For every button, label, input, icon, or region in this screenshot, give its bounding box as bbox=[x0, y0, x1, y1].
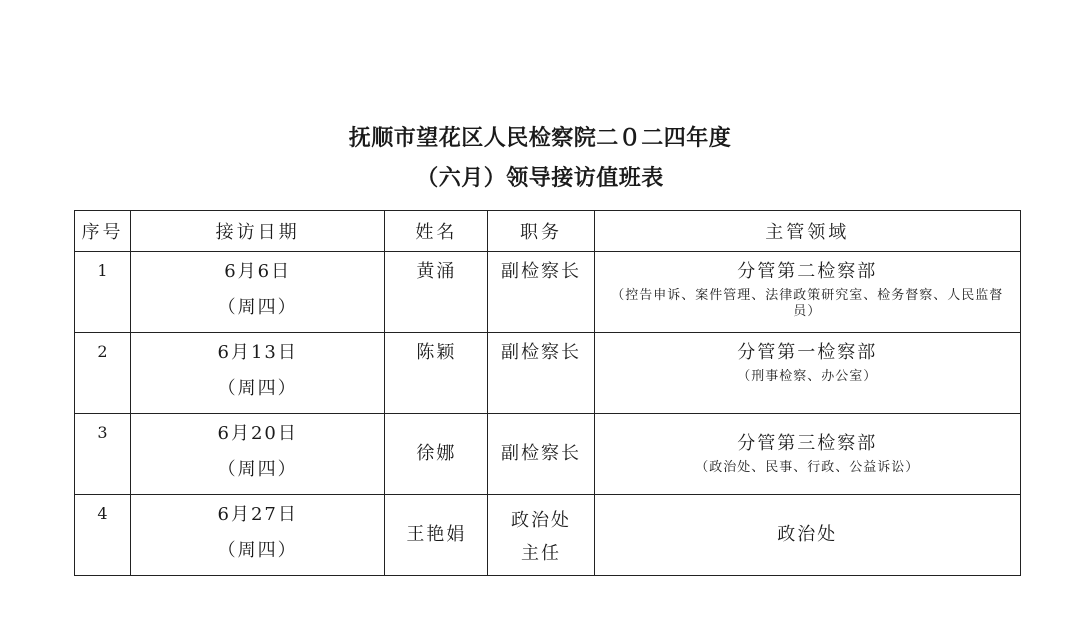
row-index: 2 bbox=[97, 342, 108, 361]
row-name: 王艳娟 bbox=[406, 524, 467, 545]
row-area-cell bbox=[594, 495, 1020, 576]
document-subtitle: （六月）领导接访值班表 bbox=[416, 166, 664, 191]
row-date: 6月20日 bbox=[217, 423, 298, 444]
row-weekday: （周四） bbox=[217, 378, 298, 399]
row-weekday: （周四） bbox=[217, 459, 298, 480]
row-position-line2: 主任 bbox=[520, 543, 561, 564]
row-date-cell bbox=[131, 414, 385, 495]
row-name-cell bbox=[385, 252, 488, 333]
row-area: 分管第三检察部 bbox=[737, 433, 878, 454]
row-date-cell bbox=[131, 252, 385, 333]
row-index: 1 bbox=[97, 261, 108, 280]
row-position: 副检察长 bbox=[500, 443, 581, 464]
row-index-cell bbox=[75, 333, 131, 414]
table-row bbox=[75, 252, 1021, 333]
duty-schedule-table bbox=[74, 210, 1021, 576]
row-position-cell bbox=[488, 414, 594, 495]
row-area-cell bbox=[594, 333, 1020, 414]
table-row bbox=[75, 333, 1021, 414]
table-row bbox=[75, 414, 1021, 495]
row-position-cell bbox=[488, 252, 594, 333]
row-area-cell bbox=[594, 414, 1020, 495]
row-position: 副检察长 bbox=[500, 342, 581, 363]
row-position-line1: 政治处 bbox=[510, 510, 571, 531]
row-date: 6月13日 bbox=[217, 342, 298, 363]
row-weekday: （周四） bbox=[217, 297, 298, 318]
row-index-cell bbox=[75, 495, 131, 576]
row-name-cell bbox=[385, 333, 488, 414]
row-date-cell bbox=[131, 333, 385, 414]
table-row bbox=[75, 495, 1021, 576]
row-index: 3 bbox=[97, 423, 108, 442]
row-position-cell bbox=[488, 333, 594, 414]
header-name: 姓名 bbox=[385, 211, 488, 252]
row-name: 徐娜 bbox=[416, 443, 457, 464]
row-position-cell bbox=[488, 495, 594, 576]
row-date: 6月27日 bbox=[217, 504, 298, 525]
document-title: 抚顺市望花区人民检察院二０二四年度 bbox=[348, 126, 732, 151]
row-name-cell bbox=[385, 414, 488, 495]
row-position: 副检察长 bbox=[500, 261, 581, 282]
row-area-detail: （控告申诉、案件管理、法律政策研究室、检务督察、人民监督员） bbox=[611, 288, 1004, 319]
header-area: 主管领域 bbox=[594, 211, 1020, 252]
row-area-cell bbox=[594, 252, 1020, 333]
row-index-cell bbox=[75, 414, 131, 495]
table-header-row bbox=[75, 211, 1021, 252]
row-area: 分管第二检察部 bbox=[737, 261, 878, 282]
row-name: 黄涌 bbox=[416, 261, 457, 282]
row-area-detail: （政治处、民事、行政、公益诉讼） bbox=[695, 460, 920, 475]
row-area: 分管第一检察部 bbox=[737, 342, 878, 363]
row-name: 陈颖 bbox=[416, 342, 457, 363]
header-index: 序号 bbox=[75, 211, 131, 252]
row-name-cell bbox=[385, 495, 488, 576]
row-date-cell bbox=[131, 495, 385, 576]
row-date: 6月6日 bbox=[224, 261, 292, 282]
row-area-detail: （刑事检察、办公室） bbox=[737, 369, 878, 384]
row-index-cell bbox=[75, 252, 131, 333]
row-index: 4 bbox=[97, 504, 108, 523]
row-weekday: （周四） bbox=[217, 540, 298, 561]
row-area: 政治处 bbox=[777, 524, 838, 545]
header-position: 职务 bbox=[488, 211, 594, 252]
header-date: 接访日期 bbox=[131, 211, 385, 252]
